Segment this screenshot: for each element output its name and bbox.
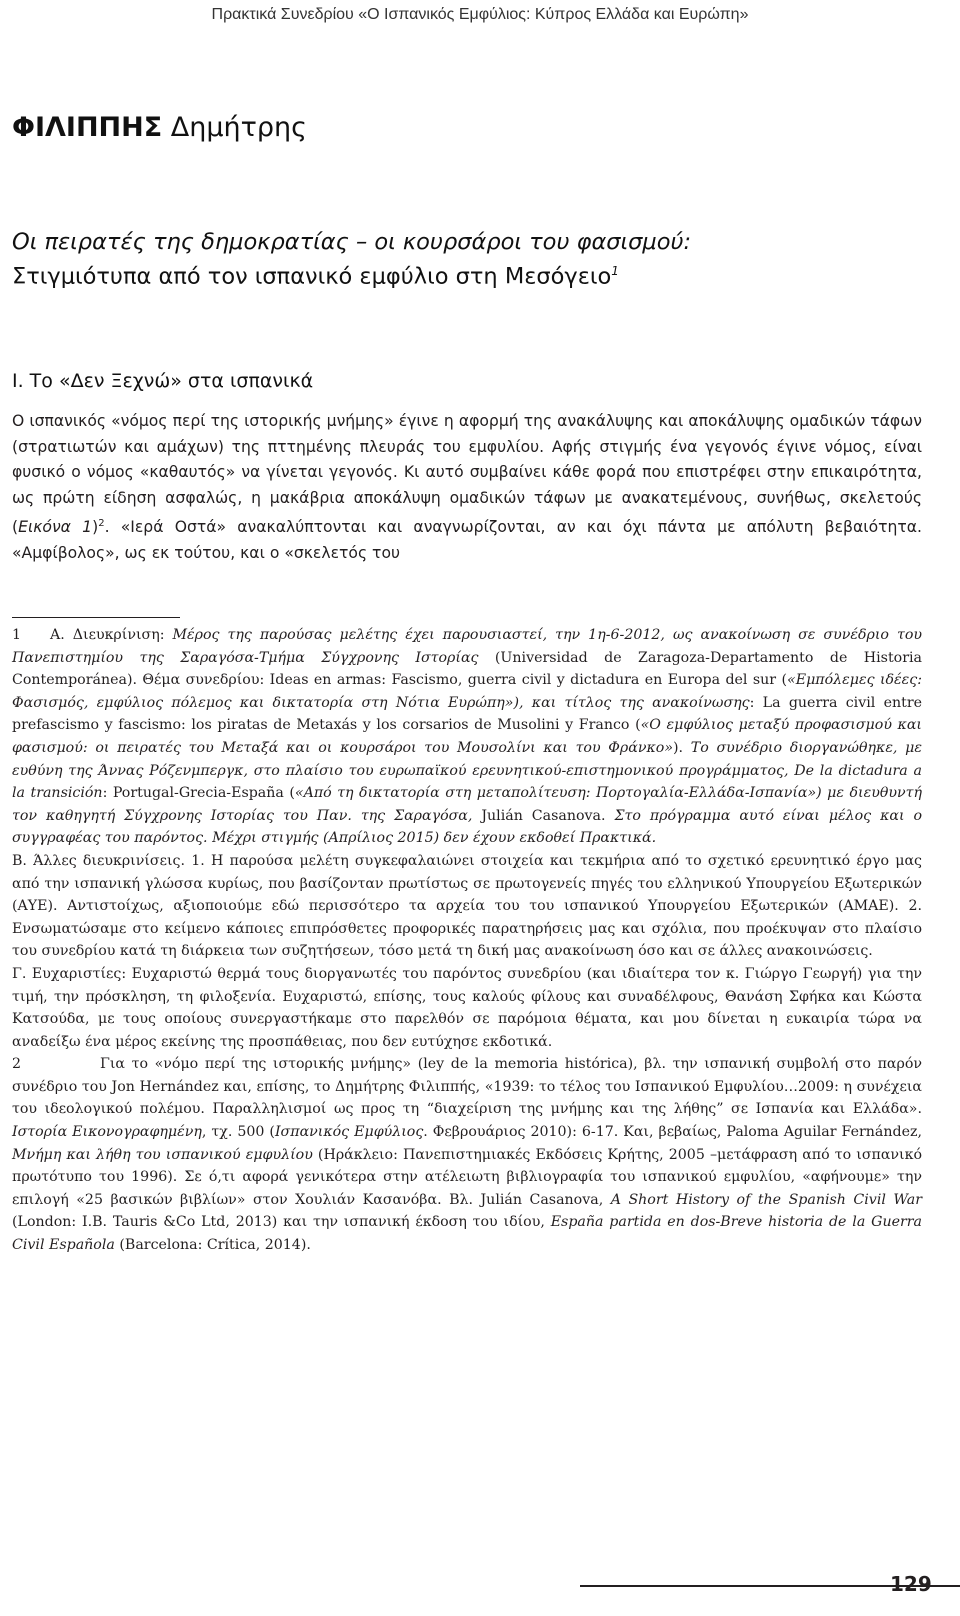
footnote-1-italic-6: Στο πρόγραμμα αυτό είναι μέλος και ο συγγραφέας του παρόντος. Μέχρι στιγμής (Απρίλιος 2015) δεν έχουν εκδοθεί Πρακτικά.: [12, 807, 923, 847]
footnote-1b: Β. Άλλες διευκρινίσεις. 1. Η παρούσα μελέτη συγκεφαλαιώνει στοιχεία και τεκμήρια από το σχετικό ερευνητικό έργο μας από την ισπανική γλώσσα κυρίως, που βασίζονταν πρωτίστως σε πρωτογενείς πηγές του ελληνικού Υπουργείου Εξωτερικών (ΑΥΕ). Αντιστοίχως, αξιοποιούμε εδώ περισσότερο τα αρχεία του του ισπανικού Υπουργείου Εξωτερικών (ΑΜΑΕ). 2. Ενσωματώσαμε στο κείμενο κάποιες επιπρόσθετες προφορικές παρατηρήσεις μας και σχόλια, που προέκυψαν στο πλαίσιο του συνεδρίου κατά τη διάρκεια των συζητήσεων, τόσο μετά τη δική μας ανακοίνωση όσο και σε άλλες ανακοινώσεις.: [12, 852, 922, 960]
footnote-2-text-4: (Ηράκλειο: Πανεπιστημιακές Εκδόσεις Κρήτης, 2005 –μετάφραση από το ισπανικό πρωτότυπο του 1996). Σε ό,τι αφορά γενικότερα στην ατέλειωτη βιβλιογραφία του ισπανικού εμφυλίου, «αφήνουμε» την επιλογή «25 βασικών βιβλίων» στον Χουλιάν Κασανόβα. Βλ. Julián Casanova,: [12, 1146, 922, 1208]
footnote-2-italic-4: A Short History of the Spanish Civil War: [610, 1191, 922, 1208]
footnote-divider: [12, 617, 180, 618]
footnote-2-italic-2: Ισπανικός Εμφύλιος: [274, 1124, 424, 1141]
figure-reference: Εικόνα 1: [18, 518, 93, 537]
footnote-1-label: Α. Διευκρίνιση:: [50, 627, 173, 643]
author-name: [12, 112, 307, 143]
title-line-2-text: Στιγμιότυπα από τον ισπανικό εμφύλιο στη Μεσόγειο: [12, 263, 612, 290]
footnote-1-italic-1: Μέρος της παρούσας μελέτης έχει παρουσιαστεί, την 1η-6-2012, ως ανακοίνωση σε συνέδριο του Πανεπιστημίου της Σαραγόσα-Τμήμα Σύγχρονης Ιστορίας: [12, 627, 923, 666]
footnote-1c: Γ. Ευχαριστίες: Ευχαριστώ θερμά τους διοργανωτές του παρόντος συνεδρίου (και ιδιαίτερα τον κ. Γιώργο Γεωργή) για την τιμή, την πρόσκληση, τη φιλοξενία. Ευχαριστώ, επίσης, τους καλούς φίλους και συναδέλφους, Θανάση Σφήκα και Κώστα Κατσούδα, με τους οποίους συνεργαστήκαμε στο παρελθόν σε παρόμοια θέματα, και μου δίνεται η ευκαιρία τώρα να αναδείξω ένα μέρος εκείνης της προσπάθειας, που δεν ευτύχησε εκδοτικά.: [12, 965, 922, 1050]
footnote-2-text-5: (London: I.B. Tauris &Co Ltd, 2013) και την ισπανική έκδοση του ιδίου,: [12, 1214, 551, 1231]
page-number: 129: [890, 1572, 932, 1596]
footnote-1-text-4: : Portugal-Grecia-España (: [102, 785, 295, 802]
section-heading: I. Το «Δεν Ξεχνώ» στα ισπανικά: [12, 370, 314, 392]
body-p1-close: ): [92, 518, 99, 537]
body-p1-rest: . «Ιερά Οστά» ανακαλύπτονται και αναγνωρίζονται, αν και όχι πάντα με απόλυτη βεβαιότητα. «Αμφίβολος», ως εκ τούτου, και ο «σκελετός του: [12, 518, 923, 562]
footnote-2: [12, 1053, 922, 1256]
footnote-1-italic-3: «Ο εμφύλιος μεταξύ προφασισμού και φασισμού: οι πειρατές του Μεταξά και οι κουρσάροι του Μουσολίνι και του Φράνκο»: [12, 717, 922, 756]
author-surname: ΦΙΛΙΠΠΗΣ: [12, 112, 163, 143]
body-p1: Ο ισπανικός «νόμος περί της ιστορικής μνήμης» έγινε η αφορμή της ανακάλυψης και αποκάλυψης ομαδικών τάφων (στρατιωτών και αμάχων) της πττημένης πλευράς του εμφυλίου. Αφής στιγμής ένα γεγονός έγινε νόμος, είναι φυσικό ο νόμος «καθαυτός» να γίνεται γεγονός. Κι αυτό συμβαίνει κάθε φορά που επιστρέφει στην επικαιρότητα, ως πρώτη είδηση ασφαλώς, η μακάβρια αποκάλυψη ομαδικών τάφων με ανακατεμένους, συνήθως, σκελετούς (: [12, 412, 922, 537]
footnote-2-italic-1: Ιστορία Εικονογραφημένη: [12, 1124, 202, 1141]
footnote-1-text-1: (Universidad de Zaragoza-Departamento de Historia Contemporánea). Θέμα συνεδρίου: Ideas en armas: Fascismo, guerra civil y dictadura en Europa del sur (: [12, 649, 922, 689]
footnote-2-italic-5: España partida en dos-Breve historia de la Guerra Civil Española: [12, 1214, 922, 1254]
footnote-2-italic-3: Μνήμη και λήθη του ισπανικού εμφυλίου: [12, 1146, 313, 1163]
footnote-2-text-3: . Φεβρουάριος 2010): 6-17. Και, βεβαίως, Paloma Aguilar Fernández,: [423, 1124, 922, 1141]
footnote-1-italic-2: «Εμπόλεμες ιδέες: Φασισμός, εμφύλιος πόλεμος και δικτατορία στη Νότια Ευρώπη»), και τίτλος της ανακοίνωσης: [12, 672, 923, 711]
footnote-1a: [12, 624, 922, 850]
footnote-2-text-2: , τχ. 500 (: [201, 1124, 275, 1141]
footnote-2-text-6: (Barcelona: Crítica, 2014).: [114, 1237, 311, 1254]
running-header: Πρακτικά Συνεδρίου «Ο Ισπανικός Εμφύλιος: Κύπρος Ελλάδα και Ευρώπη»: [211, 6, 749, 23]
footnote-1-text-5: Julián Casanova.: [472, 807, 615, 824]
body-paragraph: [12, 409, 922, 566]
footnote-1-number: 1: [12, 627, 22, 643]
title-line-2: [12, 257, 942, 292]
footnote-1-text-2: : La guerra civil entre prefascismo y fascismo: los piratas de Metaxás y los corsarios de Musolini y Franco (: [12, 694, 922, 734]
footnote-1-italic-4: Το συνέδριο διοργανώθηκε, με ευθύνη της Άννας Ρόζενμπεργκ, στο πλαίσιο του ευρωπαϊκού ερευνητικού-επιστημονικού προγράμματος, De la dictadura a la transición: [12, 739, 922, 802]
footnote-1-italic-5: «Από τη δικτατορία στη μεταπολίτευση: Πορτογαλία-Ελλάδα-Ισπανία») με διευθυντή τον καθηγητή Σύγχρονης Ιστορίας του Παν. της Σαραγόσα,: [12, 785, 922, 824]
title-footnote-mark: 1: [611, 264, 619, 278]
title-line-1: Οι πειρατές της δημοκρατίας – οι κουρσάροι του φασισμού:: [12, 229, 692, 255]
footnote-2-text-1: Για το «νόμο περί της ιστορικής μνήμης» (ley de la memoria histórica), βλ. την ισπανική συμβολή στο παρόν συνέδριο του Jon Hernández και, επίσης, το Δημήτρης Φιλιππής, «1939: το τέλος του Ισπανικού Εμφυλίου…2009: η συνέχεια του ιδεολογικού πολέμου. Παραλληλισμοί ως προς τη “διαχείριση της μνήμης και της λήθης” σε Ισπανία και Ελλάδα».: [12, 1056, 922, 1118]
footnote-2-number: 2: [12, 1056, 22, 1073]
footnotes: [12, 624, 922, 1257]
article-title: [12, 228, 942, 292]
author-first-name: Δημήτρης: [170, 112, 308, 143]
footnote-1-text-3: ).: [673, 739, 691, 756]
body-footnote-mark: 2: [98, 518, 105, 529]
